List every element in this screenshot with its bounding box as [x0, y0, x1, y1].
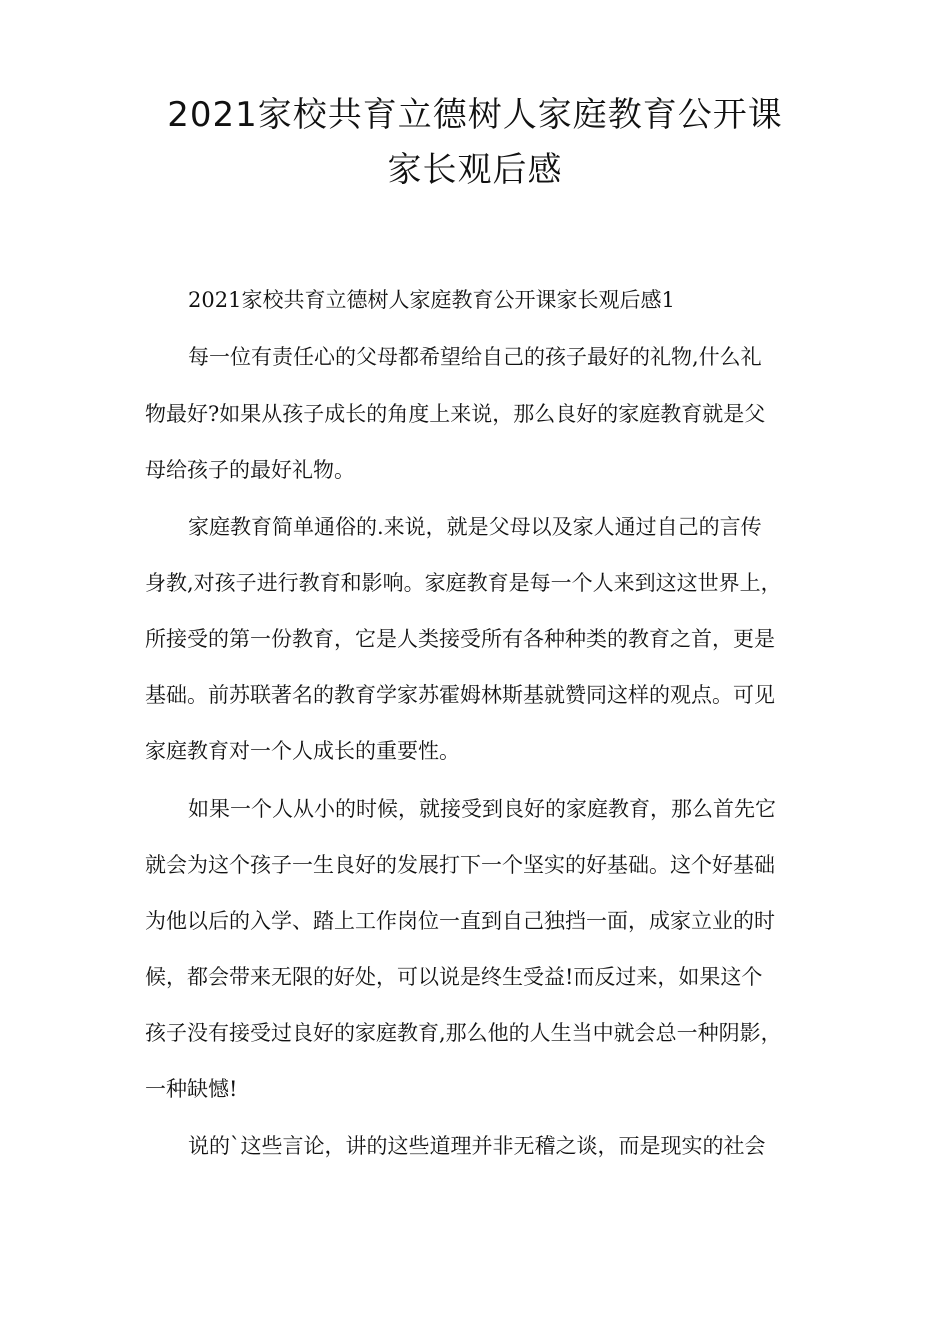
paragraph-line: 母给孩子的最好礼物。: [145, 458, 355, 482]
paragraph-line: 身教,对孩子进行教育和影响。家庭教育是每一个人来到这这世界上，: [145, 571, 782, 595]
paragraph-line: 每一位有责任心的父母都希望给自己的孩子最好的礼物,什么礼: [188, 345, 762, 369]
paragraph-line: 为他以后的入学、踏上工作岗位一直到自己独挡一面，成家立业的时: [145, 909, 775, 933]
paragraph-line: 候，都会带来无限的好处，可以说是终生受益!而反过来，如果这个: [145, 965, 763, 989]
paragraph-line: 家庭教育简单通俗的.来说，就是父母以及家人通过自己的言传: [188, 515, 762, 539]
paragraph-line: 所接受的第一份教育，它是人类接受所有各种种类的教育之首，更是: [145, 627, 775, 651]
paragraph-line: 说的`这些言论，讲的这些道理并非无稽之谈，而是现实的社会: [188, 1134, 766, 1158]
paragraph-line: 孩子没有接受过良好的家庭教育,那么他的人生当中就会总一种阴影，: [145, 1021, 782, 1045]
paragraph-line: 家庭教育对一个人成长的重要性。: [145, 739, 460, 763]
section-heading: 2021家校共育立德树人家庭教育公开课家长观后感1: [188, 288, 675, 312]
paragraph-line: 如果一个人从小的时候，就接受到良好的家庭教育，那么首先它: [188, 797, 776, 821]
paragraph-line: 物最好?如果从孩子成长的角度上来说，那么良好的家庭教育就是父: [145, 402, 766, 426]
document-title-line-2: 家长观后感: [387, 150, 563, 190]
paragraph-line: 就会为这个孩子一生良好的发展打下一个坚实的好基础。这个好基础: [145, 853, 775, 877]
paragraph-line: 一种缺憾!: [145, 1077, 238, 1101]
document-title-line-1: 2021家校共育立德树人家庭教育公开课: [167, 95, 783, 135]
paragraph-line: 基础。前苏联著名的教育学家苏霍姆林斯基就赞同这样的观点。可见: [145, 683, 775, 707]
